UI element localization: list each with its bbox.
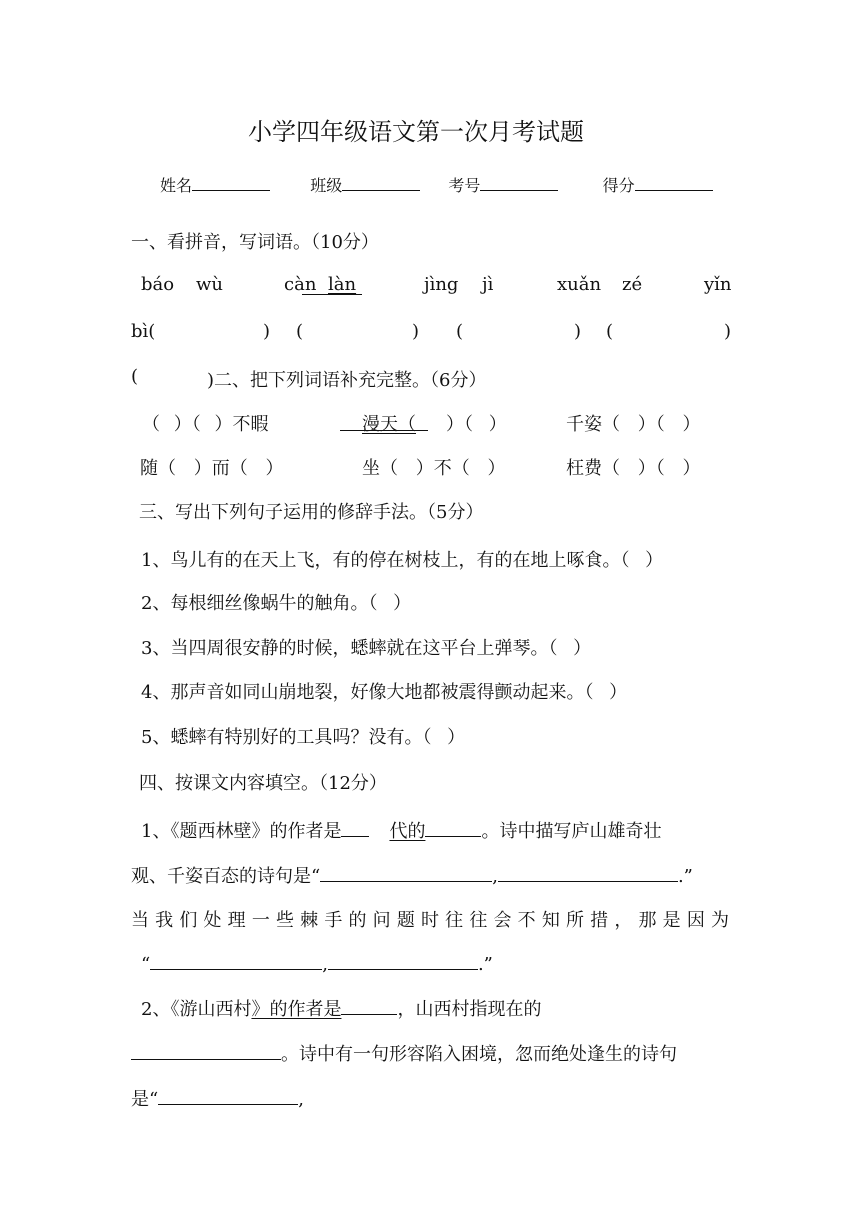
q2-line-3	[131, 1085, 304, 1111]
pinyin-word: yǐn	[704, 274, 732, 295]
q1-blank-poem-3[interactable]	[150, 951, 322, 970]
paren-open: (	[296, 321, 304, 342]
idiom-item: （ ）（ ）不暇	[142, 414, 269, 435]
q1-line-3: 当我们处理一些棘手的问题时往往会不知所措，那是因为	[131, 910, 729, 931]
paren-open: (	[131, 366, 139, 387]
idiom-item: 枉费（ ）（ ）	[566, 458, 701, 479]
q2-text: ,	[298, 1089, 304, 1110]
section-2-heading: )二、把下列词语补充完整。（6分）	[207, 370, 487, 391]
q2-text: ，山西村指现在的	[397, 999, 542, 1020]
paren-open: (	[606, 321, 614, 342]
idiom-item: ）（ ）	[446, 414, 507, 435]
class-blank[interactable]	[342, 172, 420, 191]
q2-text: 2、《游山西村	[141, 999, 252, 1020]
q1-text: .”	[477, 954, 493, 975]
pinyin-word: wù	[196, 274, 223, 295]
q1-era-label: 代的	[389, 821, 426, 842]
paren-open: (	[456, 321, 464, 342]
q2-text: 》的作者是	[251, 999, 342, 1020]
name-label: 姓名	[160, 176, 193, 195]
q1-text: “	[141, 954, 151, 975]
exam-no-blank[interactable]	[480, 172, 558, 191]
pinyin-word: bì(	[131, 321, 156, 342]
rhetoric-item: 2、每根细丝像蜗牛的触角。（ ）	[141, 593, 412, 614]
q2-line-2	[131, 1040, 677, 1066]
section-4-heading: 四、按课文内容填空。（12分）	[139, 773, 387, 794]
idiom-item: 随（ ）而（ ）	[140, 458, 284, 479]
q2-blank-place[interactable]	[131, 1041, 281, 1060]
pinyin-word: càn	[284, 274, 317, 295]
idiom-item: 漫天（	[362, 414, 416, 435]
rhetoric-item: 4、那声音如同山崩地裂，好像大地都被震得颤动起来。（ ）	[141, 682, 628, 703]
q1-blank-era[interactable]	[341, 818, 369, 837]
q1-blank-author[interactable]	[425, 818, 481, 837]
rhetoric-item: 5、蟋蟀有特别好的工具吗？没有。（ ）	[141, 727, 466, 748]
pinyin-word: làn	[328, 274, 357, 295]
pinyin-word: zé	[622, 274, 643, 295]
paren-close: )	[724, 321, 732, 342]
section-1-heading: 一、看拼音，写词语。（10分）	[131, 232, 379, 253]
pinyin-word: jì	[482, 274, 494, 295]
pinyin-word: xuǎn	[557, 274, 602, 295]
rhetoric-item: 3、当四周很安静的时候，蟋蟀就在这平台上弹琴。（ ）	[141, 638, 592, 659]
rhetoric-item: 1、鸟儿有的在天上飞，有的停在树枝上，有的在地上啄食。（ ）	[141, 550, 664, 571]
q1-line-4	[141, 951, 493, 975]
q1-blank-poem-4[interactable]	[328, 951, 478, 970]
class-label: 班级	[310, 176, 343, 195]
page-title: 小学四年级语文第一次月考试题	[248, 118, 584, 146]
q1-line-2	[131, 862, 693, 888]
score-label: 得分	[602, 176, 635, 195]
q2-blank-poem[interactable]	[158, 1086, 298, 1105]
q2-text: 是“	[131, 1089, 159, 1110]
q2-line-1	[141, 995, 541, 1021]
paren-close: )	[412, 321, 420, 342]
q1-text: 1、《题西林壁》的作者是	[141, 821, 342, 842]
section-3-heading: 三、写出下列句子运用的修辞手法。（5分）	[139, 502, 484, 523]
paren-close: )	[263, 321, 271, 342]
q1-text: ,	[492, 866, 498, 887]
q2-blank-author[interactable]	[341, 996, 397, 1015]
pinyin-word: báo	[141, 274, 175, 295]
pinyin-word: jìng	[424, 274, 459, 295]
q1-text: ,	[322, 954, 328, 975]
q1-line-1	[141, 817, 661, 843]
paren-close: )	[574, 321, 582, 342]
exam-no-label: 考号	[448, 176, 481, 195]
q1-text: .”	[677, 866, 693, 887]
score-blank[interactable]	[635, 172, 713, 191]
idiom-item: 坐（ ）不（ ）	[362, 458, 506, 479]
name-blank[interactable]	[192, 172, 270, 191]
info-row	[160, 172, 713, 196]
q1-blank-poem-1[interactable]	[320, 863, 492, 882]
q1-text: 观、千姿百态的诗句是“	[131, 866, 321, 887]
q2-text: 。诗中有一句形容陷入困境，忽而绝处逢生的诗句	[281, 1044, 677, 1065]
q1-text: 。诗中描写庐山雄奇壮	[481, 821, 662, 842]
idiom-item: 千姿（ ）（ ）	[566, 414, 701, 435]
q1-blank-poem-2[interactable]	[498, 863, 678, 882]
